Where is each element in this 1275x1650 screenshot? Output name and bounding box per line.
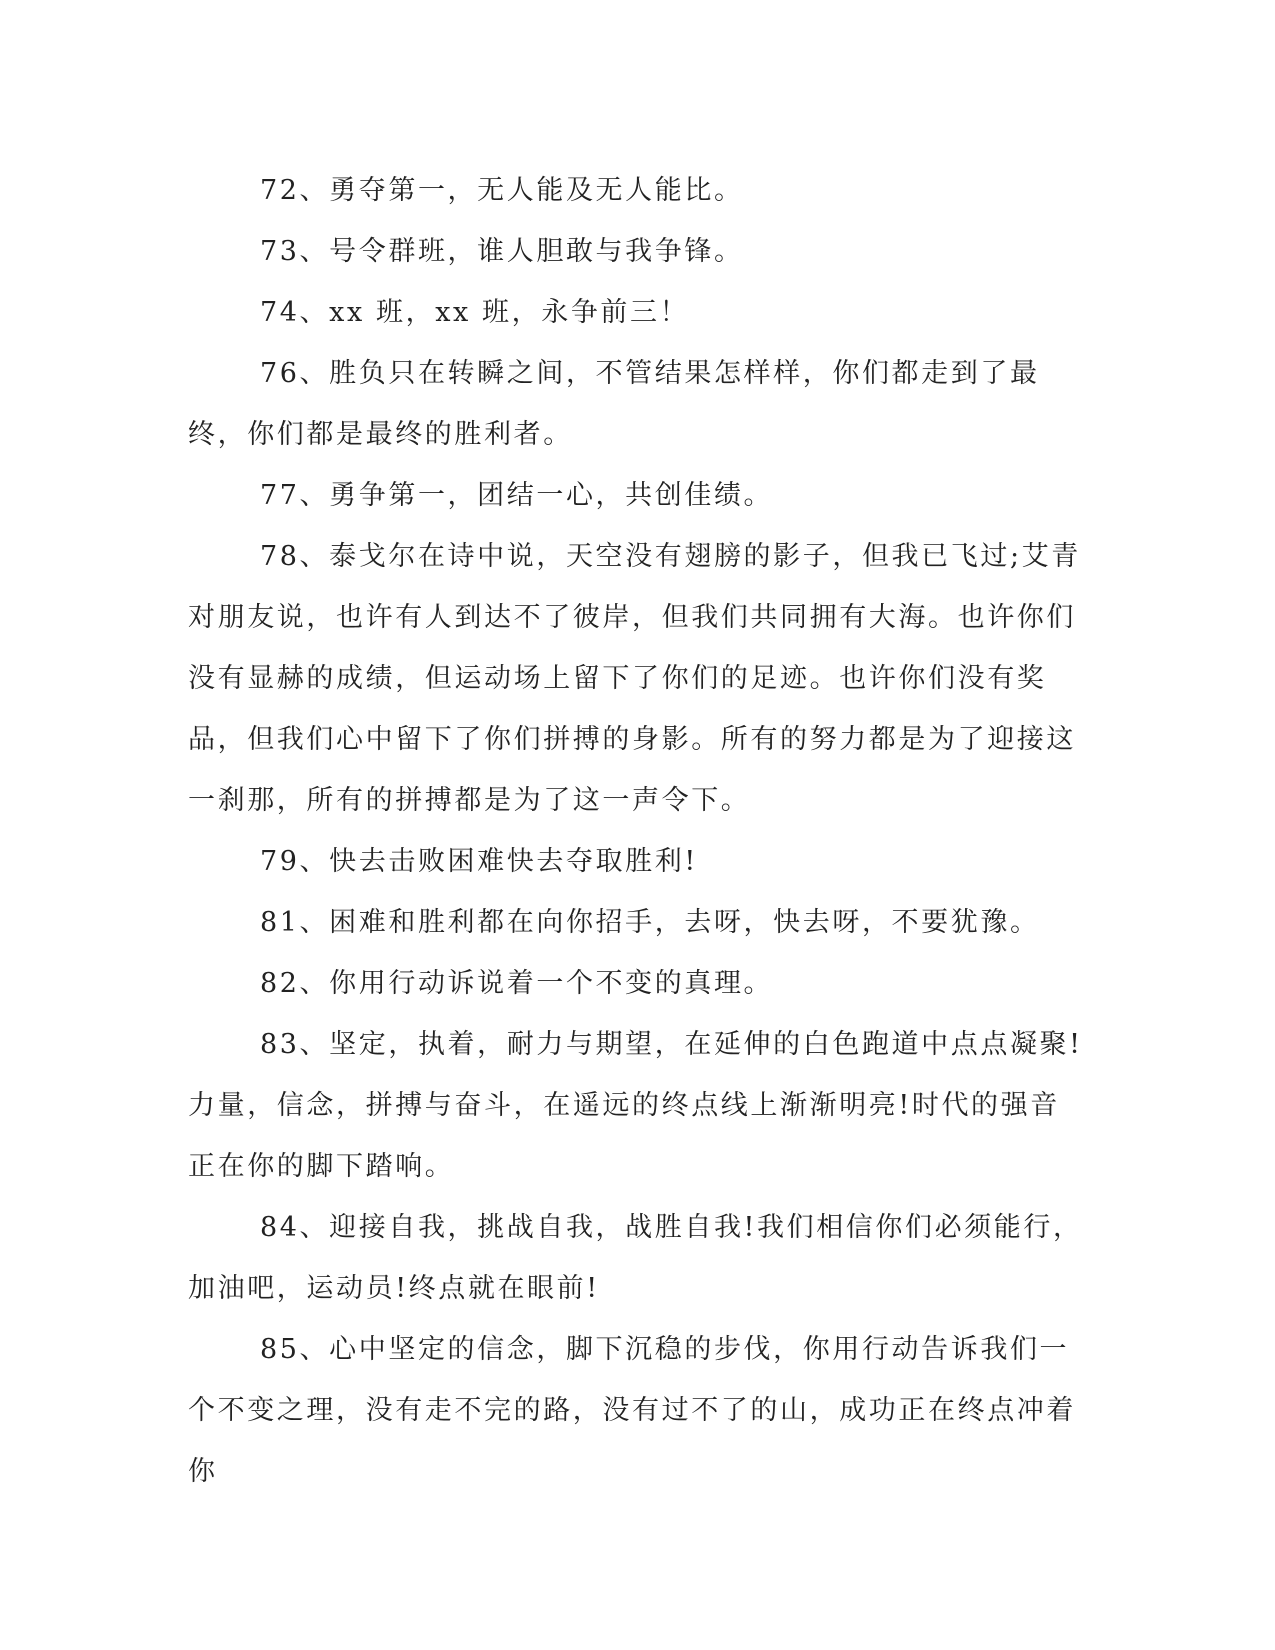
paragraph-77: 77、勇争第一，团结一心，共创佳绩。 <box>260 480 774 511</box>
document-body <box>188 160 1088 1502</box>
paragraph-81: 81、困难和胜利都在向你招手，去呀，快去呀，不要犹豫。 <box>260 907 1040 938</box>
paragraph-78: 78、泰戈尔在诗中说，天空没有翅膀的影子，但我已飞过;艾青对朋友说，也许有人到达不了彼岸，但我们共同拥有大海。也许你们没有显赫的成绩，但运动场上留下了你们的足迹。也许你们没有奖品，但我们心中留下了你们拼搏的身影。所有的努力都是为了迎接这一刹那，所有的拼搏都是为了这一声令下。 <box>188 541 1081 816</box>
paragraph-74: 74、xx 班，xx 班，永争前三！ <box>260 297 690 328</box>
paragraph-79: 79、快去击败困难快去夺取胜利! <box>260 846 698 877</box>
paragraph-83: 83、坚定，执着，耐力与期望，在延伸的白色跑道中点点凝聚!力量，信念，拼搏与奋斗，在遥远的终点线上渐渐明亮!时代的强音正在你的脚下踏响。 <box>188 1029 1083 1182</box>
paragraph-82: 82、你用行动诉说着一个不变的真理。 <box>260 968 774 999</box>
paragraph-84: 84、迎接自我，挑战自我，战胜自我!我们相信你们必须能行，加油吧，运动员!终点就在眼前! <box>188 1212 1083 1304</box>
paragraph-72: 72、勇夺第一，无人能及无人能比。 <box>260 175 744 206</box>
paragraph-76: 76、胜负只在转瞬之间，不管结果怎样样，你们都走到了最终，你们都是最终的胜利者。 <box>188 358 1040 450</box>
paragraph-73: 73、号令群班，谁人胆敢与我争锋。 <box>260 236 744 267</box>
paragraph-85: 85、心中坚定的信念，脚下沉稳的步伐，你用行动告诉我们一个不变之理，没有走不完的路，没有过不了的山，成功正在终点冲着你 <box>188 1334 1076 1487</box>
